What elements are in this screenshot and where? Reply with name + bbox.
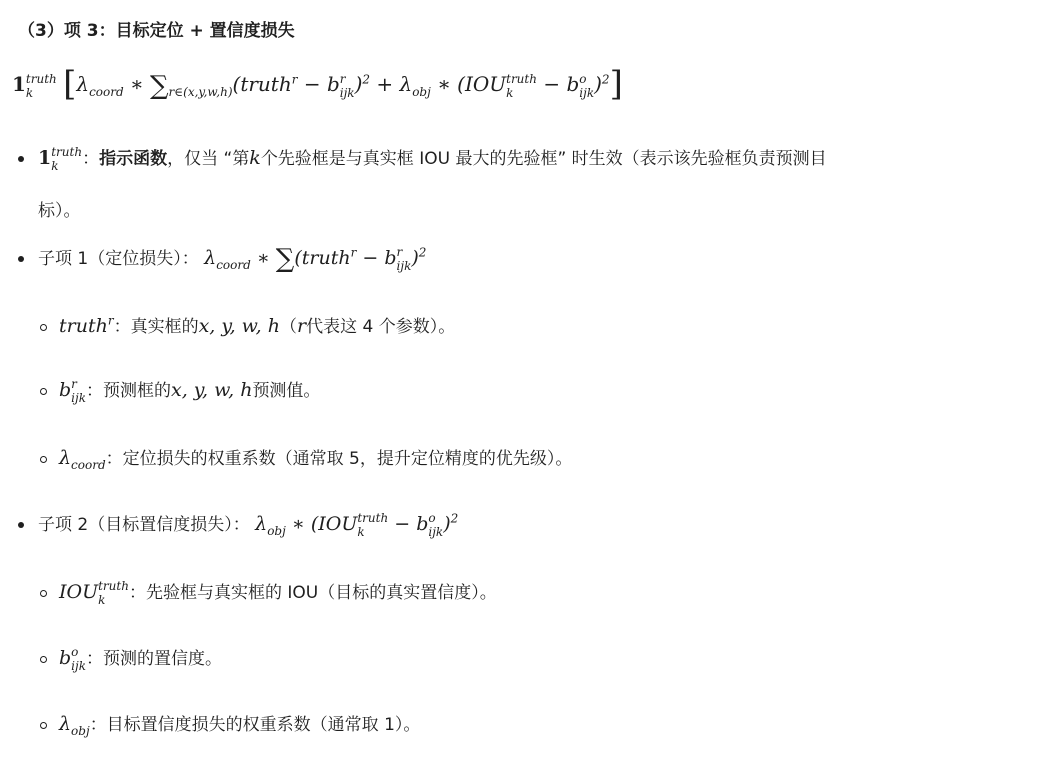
list-item-subterm-1: 子项 1（定位损失）： $\lambda_{coord}$ ∗ ∑(truth$^r$ − b r ijk )$^2$	[18, 244, 426, 274]
list-item-indicator-cont: 标）。	[38, 201, 81, 221]
circle-bullet-icon	[40, 324, 47, 331]
circle-bullet-icon	[40, 388, 47, 395]
section-heading: （3）项 3：目标定位 + 置信度损失	[18, 21, 295, 41]
sublist-item-iou: IOU truth k ：先验框与真实框的 IOU（目标的真实置信度）。	[40, 578, 497, 606]
circle-bullet-icon	[40, 456, 47, 463]
bullet-dot-icon	[18, 156, 24, 162]
list-item-subterm-2: 子项 2（目标置信度损失）： $\lambda_{obj}$ ∗ (IOU truth k − b o ijk )$^2$	[18, 510, 458, 538]
sublist-item-b-r: b r ijk ：预测框的x, y, w, h预测值。	[40, 376, 320, 404]
circle-bullet-icon	[40, 656, 47, 663]
bullet-dot-icon	[18, 522, 24, 528]
list-item-indicator: 1 truth k ：指示函数，仅当 “第k个先验框是与真实框 IOU 最大的先验框” 时生效（表示该先验框负责预测目	[18, 144, 827, 172]
circle-bullet-icon	[40, 590, 47, 597]
sublist-item-truth: truth$^r$：真实框的x, y, w, h（r代表这 4 个参数）。	[40, 312, 455, 337]
bullet-dot-icon	[18, 256, 24, 262]
sublist-item-b-o: b o ijk ：预测的置信度。	[40, 644, 222, 672]
sublist-item-lambda-coord: $\lambda_{coord}$：定位损失的权重系数（通常取 5，提升定位精度的优先级）。	[40, 444, 572, 469]
sublist-item-lambda-obj: $\lambda_{obj}$：目标置信度损失的权重系数（通常取 1）。	[40, 710, 420, 735]
circle-bullet-icon	[40, 722, 47, 729]
main-formula: 1 truth k [$\lambda_{coord}$ ∗ $\sum_{r\in(x,y,w,h)}(truth^r - b$ r ijk )$^2 + \lambda_{obj}$ ∗ (IOU truth k − b o ijk )$^2$]	[12, 64, 623, 104]
